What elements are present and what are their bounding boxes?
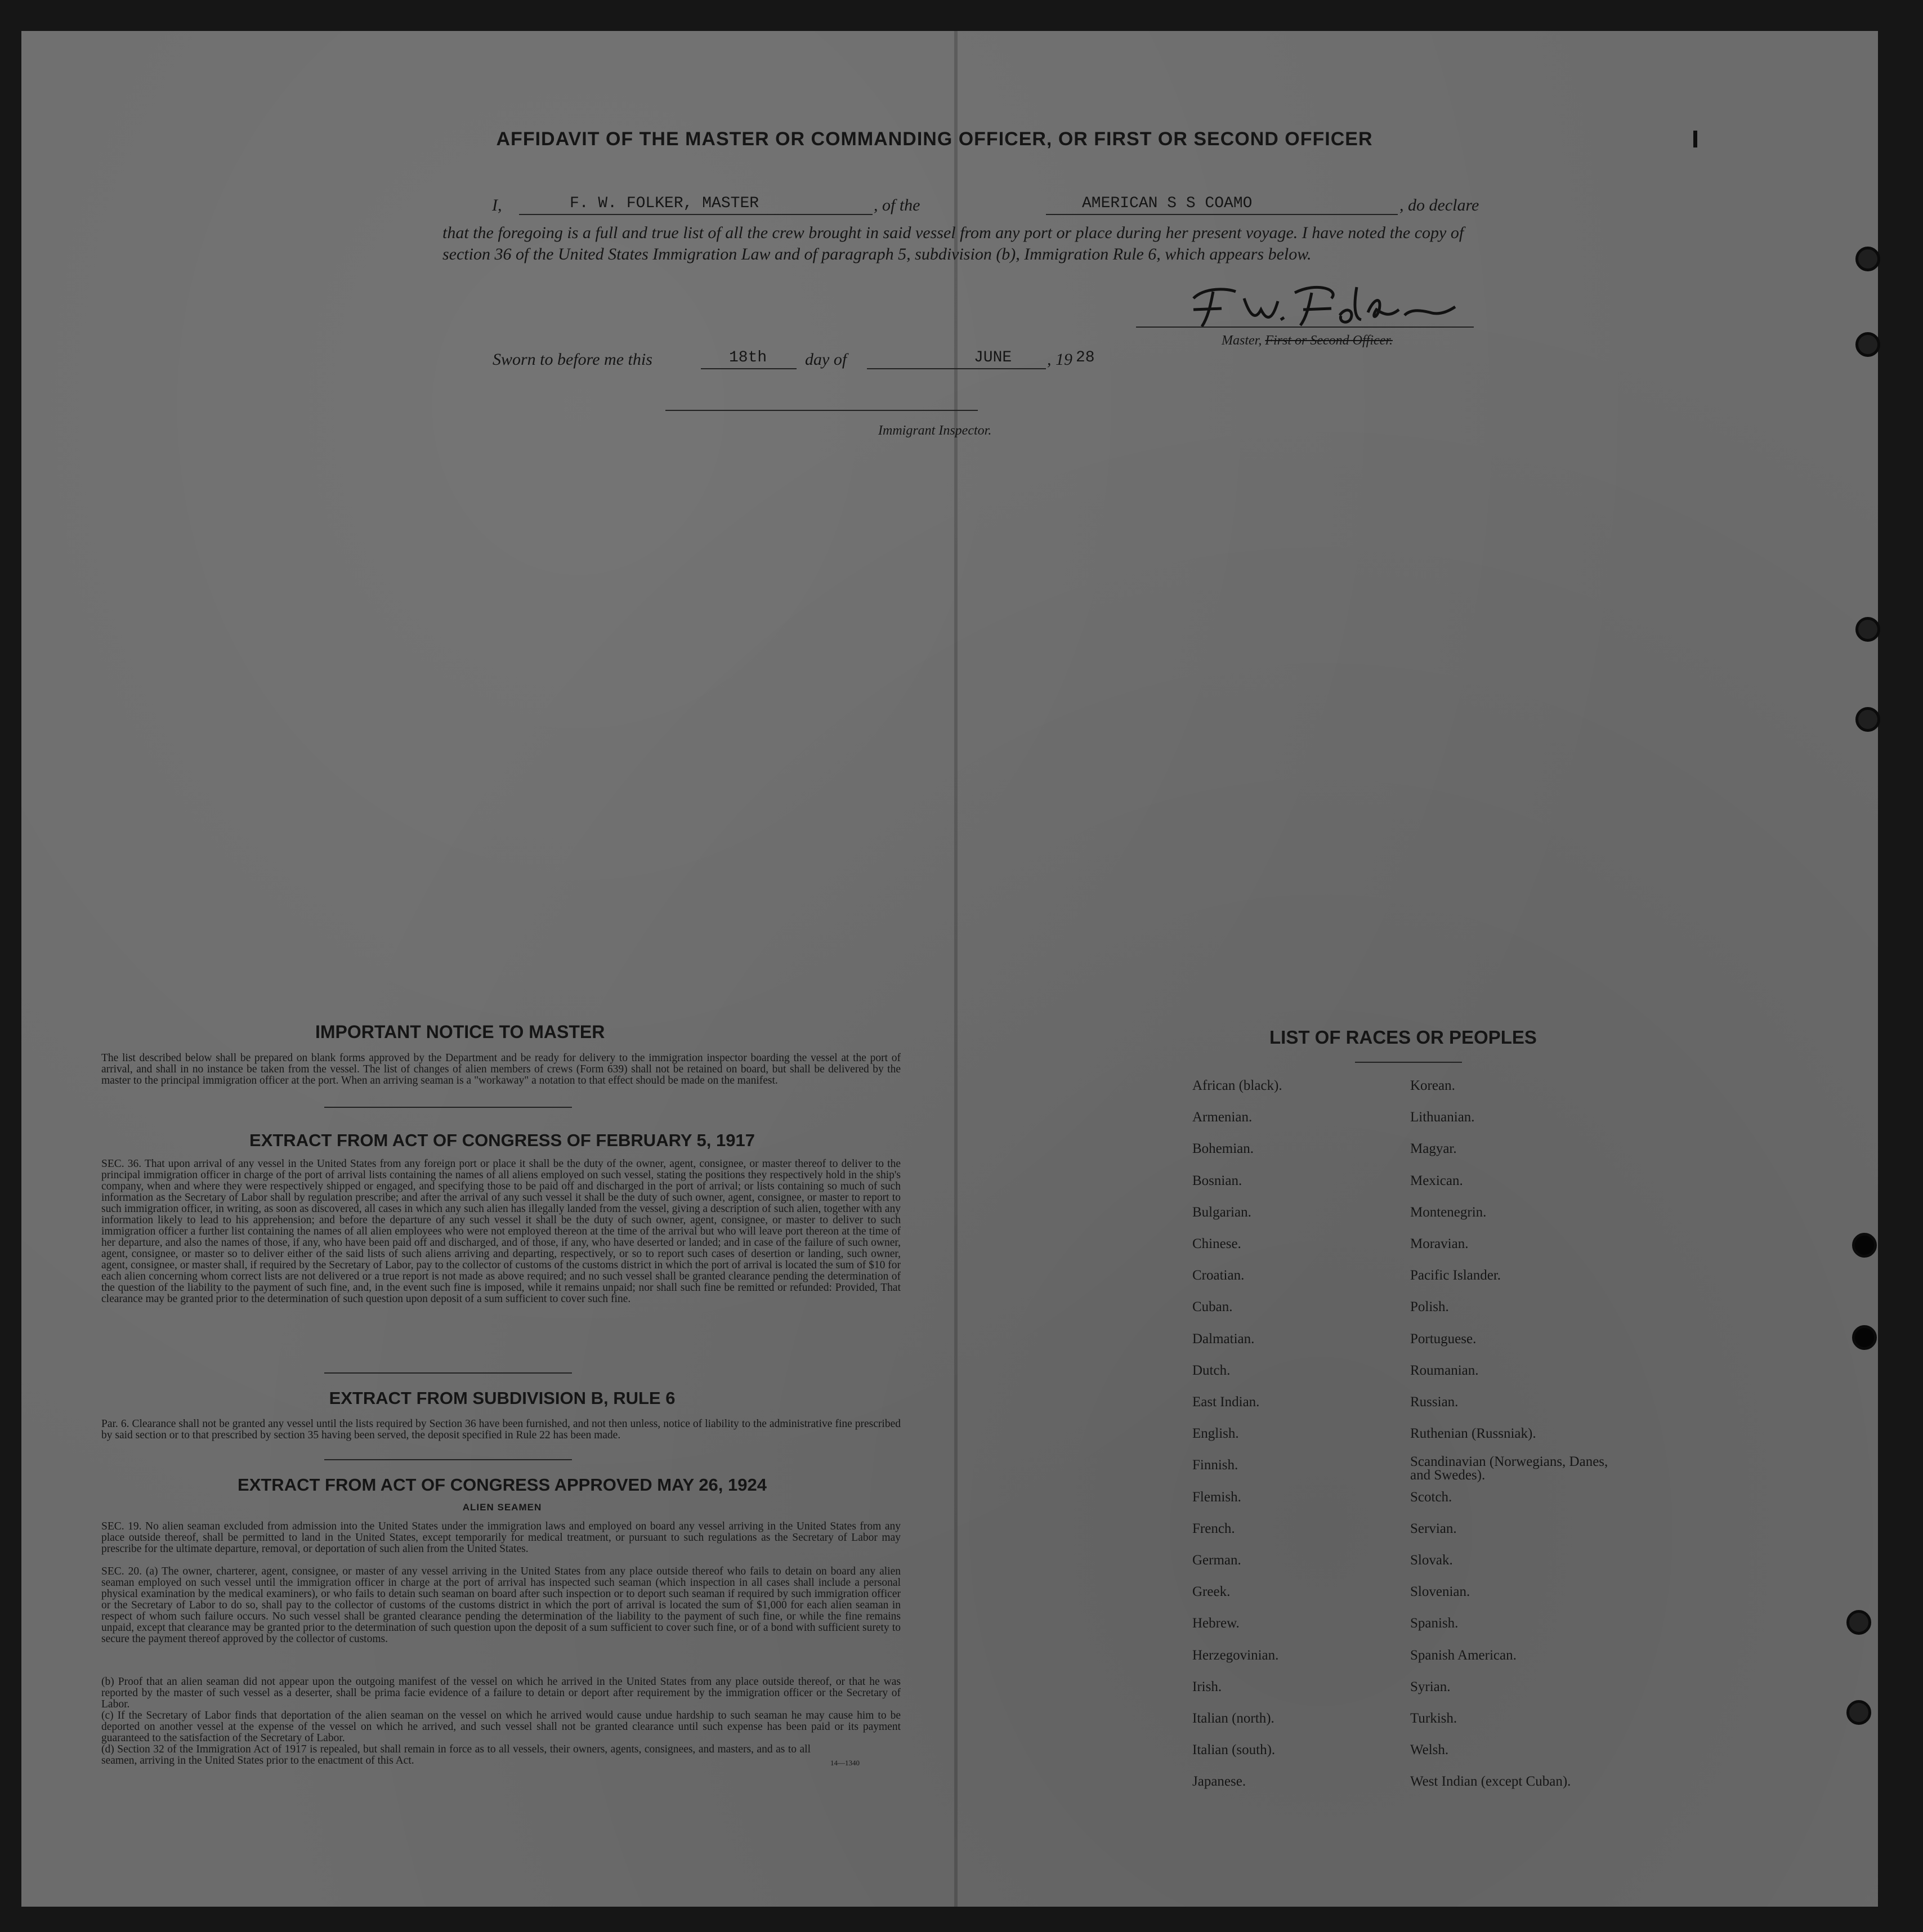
page-fold bbox=[954, 31, 958, 1907]
month-field bbox=[867, 350, 1046, 369]
declaration-line bbox=[457, 196, 1487, 224]
sworn-month: JUNE bbox=[974, 349, 1012, 366]
extract-1924-sec20c: (c) If the Secretary of Labor finds that deportation of the alien seaman on the vessel on which he arrived would cause undue hardship to such seaman he may cause him to be deported on another vessel at the expense of the vessel on which he arrived, and such vessel shall not be granted clearance until such expense has been paid or its payment guaranteed to the satisfaction of the Secretary of Labor. bbox=[101, 1710, 901, 1744]
race-item: Scandinavian (Norwegians, Danes, and Swedes). bbox=[1410, 1454, 1608, 1483]
race-item: Montenegrin. bbox=[1410, 1204, 1487, 1220]
divider bbox=[324, 1459, 572, 1460]
race-item: Russian. bbox=[1410, 1394, 1459, 1410]
do-declare-label: , do declare bbox=[1399, 196, 1479, 214]
race-item: Slovak. bbox=[1410, 1553, 1453, 1568]
punch-hole bbox=[1855, 247, 1880, 271]
race-item: Magyar. bbox=[1410, 1141, 1457, 1157]
day-of-label: day of bbox=[805, 350, 847, 369]
race-item: African (black). bbox=[1192, 1078, 1282, 1093]
i-label: I, bbox=[492, 196, 502, 214]
race-item: East Indian. bbox=[1192, 1394, 1260, 1410]
punch-hole bbox=[1846, 1610, 1871, 1635]
extract-1924-sec20b: (b) Proof that an alien seaman did not appear upon the outgoing manifest of the vessel on which he arrived in the United States from any place outside thereof, or that he was reported by the master of such vessel as a deserter, shall be prima facie evidence of a failure to detain or deport after requirement by the immigration officer or the Secretary of Labor. bbox=[101, 1676, 901, 1710]
master-name: F. W. FOLKER, MASTER bbox=[570, 195, 759, 212]
extract-1924-sec20d: (d) Section 32 of the Immigration Act of 1917 is repealed, but shall remain in force as to all vessels, their owners, agents, consignees, and masters, and as to all seamen, arriving in the United States prior to the enactment of this Act. bbox=[101, 1743, 811, 1766]
race-item: Japanese. bbox=[1192, 1774, 1246, 1790]
race-item: French. bbox=[1192, 1520, 1235, 1536]
punch-hole bbox=[1855, 332, 1880, 357]
races-title: LIST OF RACES OR PEOPLES bbox=[1269, 1027, 1537, 1048]
race-item: Polish. bbox=[1410, 1299, 1449, 1315]
race-item: Finnish. bbox=[1192, 1457, 1238, 1473]
inspector-caption: Immigrant Inspector. bbox=[878, 423, 992, 438]
master-signature bbox=[1182, 276, 1464, 338]
race-item: Ruthenian (Russniak). bbox=[1410, 1426, 1536, 1442]
race-item: Pacific Islander. bbox=[1410, 1268, 1501, 1283]
form-number: 14—1340 bbox=[830, 1759, 860, 1767]
race-item: Croatian. bbox=[1192, 1268, 1245, 1283]
race-item: Scotch. bbox=[1410, 1489, 1452, 1505]
race-item: Armenian. bbox=[1192, 1110, 1253, 1125]
race-item: Greek. bbox=[1192, 1584, 1231, 1600]
extract-1924-subtitle: ALIEN SEAMEN bbox=[462, 1502, 542, 1513]
affidavit-title: AFFIDAVIT OF THE MASTER OR COMMANDING OFFICER, OR FIRST OR SECOND OFFICER bbox=[496, 128, 1373, 150]
year-prefix: , 19 bbox=[1047, 350, 1072, 369]
race-item: Spanish American. bbox=[1410, 1647, 1517, 1663]
race-item: Spanish. bbox=[1410, 1616, 1459, 1631]
race-item: English. bbox=[1192, 1426, 1239, 1442]
extract-1924-sec19: SEC. 19. No alien seaman excluded from admission into the United States under the immigration laws and employed on board any vessel arriving in the United States from any place outside thereof, shall be permitted to land in the United States, except temporarily for medical treatment, or pursuant to such regulations as the Secretary of Labor may prescribe for the ultimate departure, removal, or deportation of such alien from the United States. bbox=[101, 1520, 901, 1555]
race-item: Dutch. bbox=[1192, 1362, 1231, 1378]
race-item: Korean. bbox=[1410, 1078, 1455, 1093]
notice-title: IMPORTANT NOTICE TO MASTER bbox=[315, 1022, 605, 1042]
race-item: Italian (south). bbox=[1192, 1742, 1276, 1758]
extract-1917-body: SEC. 36. That upon arrival of any vessel in the United States from any foreign port or place it shall be the duty of the owner, agent, consignee, or master thereof to deliver to the principal immigration officer in charge of the port of arrival lists containing the names of all aliens employed on such vessel, stating the positions they respectively hold in the ship's company, when and where they were respectively shipped or engaged, and specifying those to be paid off and discharged in the port of arrival; or lists containing so much of such information as the Secretary of Labor shall by regulation prescribe; and after the arrival of any such vessel it shall be the duty of such owner, agent, consignee, or master to report to such immigration officer, in writing, as soon as discovered, all cases in which any such alien has illegally landed from the vessel, giving a description of such alien, together with any information likely to lead to his apprehension; and before the departure of any such vessel it shall be the duty of such owner, agent, consignee, or master to deliver to such immigration officer a further list containing the names of all alien employees who were not employed thereon at the time of the arrival but who will leave port thereon at the time of her departure, and also the names of those, if any, who have been paid off and discharged, and of those, if any, who have deserted or landed; and in case of the failure of such owner, agent, consignee, or master so to deliver either of the said lists of such aliens arriving and departing, respectively, or so to report such cases of desertion or landing, such owner, agent, consignee, or master shall, if required by the Secretary of Labor, pay to the collector of customs of the customs district in which the port of arrival is located the sum of $10 for each alien concerning whom correct lists are not delivered or a true report is not made as above required; and no such vessel shall be granted clearance pending the determination of the question of the liability to the payment of such fine, and, in the event such fine is imposed, while it remains unpaid; nor shall such fine be remitted or refunded: Provided, That clearance may be granted prior to the determination of such question upon deposit of a sum sufficient to cover such fine. bbox=[101, 1158, 901, 1305]
race-item: Welsh. bbox=[1410, 1742, 1449, 1758]
signature-line bbox=[1136, 327, 1474, 328]
extract-rule6-body: Par. 6. Clearance shall not be granted any vessel until the lists required by Section 36 have been furnished, and not then unless, notice of liability to the administrative fine prescribed by said section or to that prescribed by section 35 having been served, the deposit specified in Rule 22 has been made. bbox=[101, 1418, 901, 1441]
race-item: Herzegovinian. bbox=[1192, 1647, 1279, 1663]
race-item: Slovenian. bbox=[1410, 1584, 1470, 1600]
race-item: Bohemian. bbox=[1192, 1141, 1254, 1157]
race-item: West Indian (except Cuban). bbox=[1410, 1774, 1571, 1790]
sworn-prefix: Sworn to before me this bbox=[493, 350, 652, 369]
signature-caption-prefix: Master, bbox=[1222, 333, 1262, 348]
extract-1924-sec20a: SEC. 20. (a) The owner, charterer, agent, consignee, or master of any vessel arriving in the United States from any place outside thereof who fails to detain on board any alien seaman employed on such vessel until the immigration officer in charge at the port of arrival has inspected such seaman (which inspection in all cases shall include a personal physical examination by the medical examiners), or who fails to detain such seaman on board after such inspection or to deport such seaman if required by such immigration officer or the Secretary of Labor to do so, shall pay to the collector of customs of the customs district in which the port of arrival is located the sum of $1,000 for each alien seaman in respect of whom such failure occurs. No such vessel shall be granted clearance pending the determination of the liability to the payment of such fine, or while the fine remains unpaid, except that clearance may be granted prior to the determination of such question upon the deposit of a sum sufficient to cover such fine, or of a bond with sufficient surety to secure the payment thereof approved by the collector of customs. bbox=[101, 1566, 901, 1645]
race-item: Portuguese. bbox=[1410, 1331, 1477, 1347]
race-item: German. bbox=[1192, 1553, 1241, 1568]
margin-tick bbox=[1693, 131, 1697, 147]
race-item: Chinese. bbox=[1192, 1236, 1241, 1251]
inspector-signature-line bbox=[665, 410, 978, 411]
notice-body: The list described below shall be prepared on blank forms approved by the Department and be ready for delivery to the immigration inspector boarding the vessel at the port of arrival, and shall in no instance be taken from the vessel. The list of changes of alien members of crews (Form 639) shall not be retained on board, but shall be delivered by the master to the principal immigration officer at the port. When an arriving seaman is a "workaway" a notation to that effect should be made on the manifest. bbox=[101, 1052, 901, 1086]
extract-1917-title: EXTRACT FROM ACT OF CONGRESS OF FEBRUARY 5, 1917 bbox=[249, 1130, 755, 1150]
punch-hole bbox=[1852, 1233, 1877, 1258]
punch-hole bbox=[1855, 707, 1880, 732]
divider bbox=[324, 1107, 572, 1108]
race-item: Roumanian. bbox=[1410, 1362, 1479, 1378]
vessel-name: AMERICAN S S COAMO bbox=[1082, 195, 1253, 212]
race-item: Dalmatian. bbox=[1192, 1331, 1255, 1347]
races-divider bbox=[1355, 1062, 1462, 1063]
sworn-line bbox=[493, 350, 1224, 375]
race-item: Moravian. bbox=[1410, 1236, 1469, 1251]
race-item: Hebrew. bbox=[1192, 1616, 1240, 1631]
race-item: Servian. bbox=[1410, 1520, 1457, 1536]
extract-1924-title: EXTRACT FROM ACT OF CONGRESS APPROVED MAY 26, 1924 bbox=[238, 1475, 767, 1495]
race-item: Cuban. bbox=[1192, 1299, 1233, 1315]
of-the-label: , of the bbox=[874, 196, 920, 214]
race-item: Mexican. bbox=[1410, 1173, 1463, 1188]
punch-hole bbox=[1846, 1700, 1871, 1725]
signature-caption-struck: First or Second Officer. bbox=[1265, 333, 1393, 348]
race-item: Lithuanian. bbox=[1410, 1110, 1475, 1125]
sworn-year: 28 bbox=[1076, 349, 1095, 366]
signature-caption bbox=[1222, 333, 1393, 348]
race-item: Italian (north). bbox=[1192, 1711, 1274, 1726]
race-item: Bulgarian. bbox=[1192, 1204, 1251, 1220]
sworn-day: 18th bbox=[729, 349, 767, 366]
race-item: Syrian. bbox=[1410, 1679, 1451, 1694]
extract-rule6-title: EXTRACT FROM SUBDIVISION B, RULE 6 bbox=[329, 1388, 676, 1408]
divider bbox=[324, 1372, 572, 1374]
race-item: Turkish. bbox=[1410, 1711, 1457, 1726]
race-item: Flemish. bbox=[1192, 1489, 1241, 1505]
punch-hole bbox=[1855, 617, 1880, 642]
race-item: Irish. bbox=[1192, 1679, 1222, 1694]
race-item: Bosnian. bbox=[1192, 1173, 1242, 1188]
punch-hole bbox=[1852, 1325, 1877, 1350]
declaration-body: that the foregoing is a full and true list of all the crew brought in said vessel from any port or place during her present voyage. I have noted the copy of section 36 of the United States Immigration Law and of paragraph 5, subdivision (b), Immigration Rule 6, which appears below. bbox=[442, 223, 1464, 263]
